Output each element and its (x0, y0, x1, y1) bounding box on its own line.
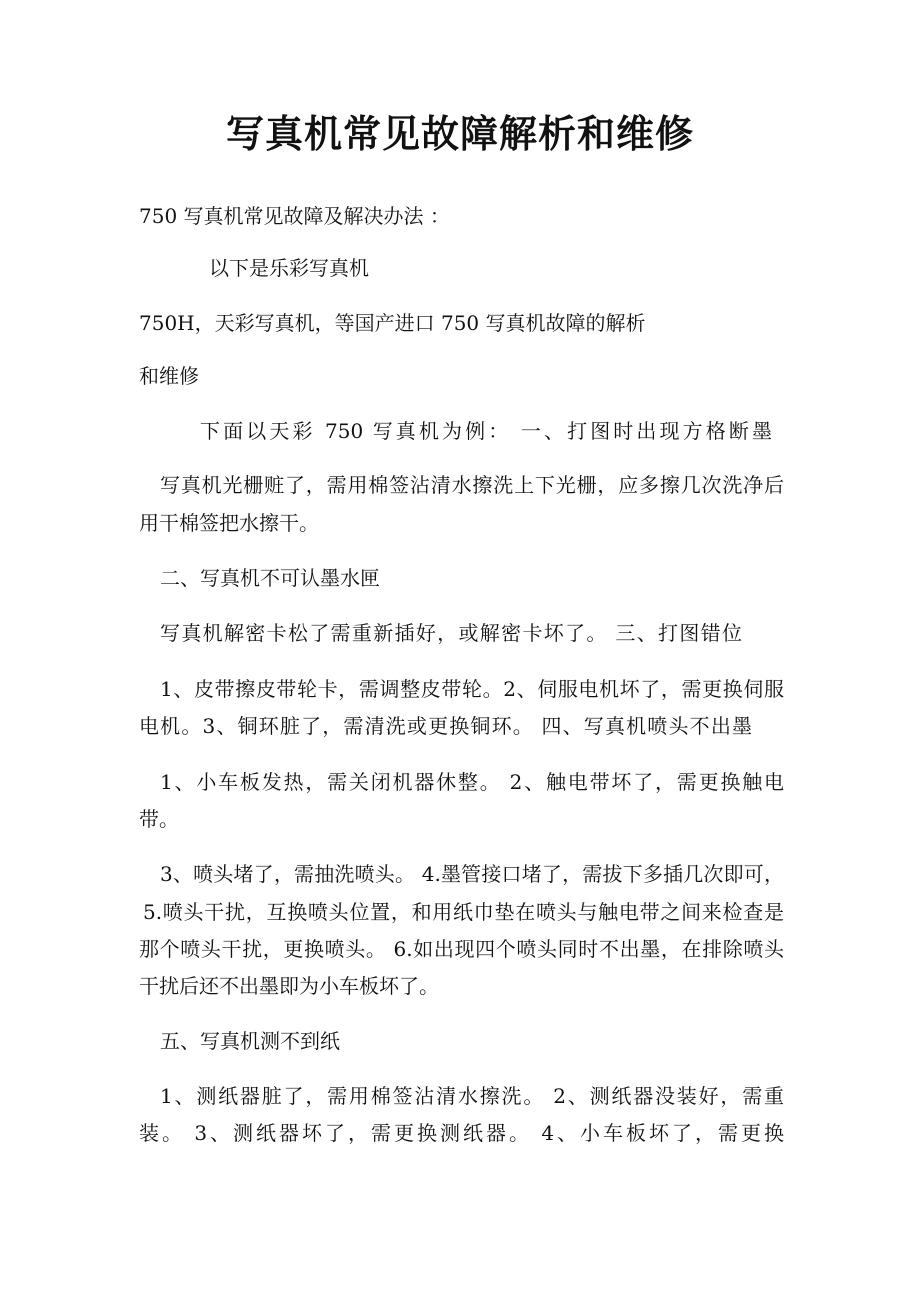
text-line: 用干棉签把水擦干。 (139, 511, 319, 535)
text-line: 那个喷头干扰，更换喷头。 6.如出现四个喷头同时不出墨，在排除喷头 (139, 937, 784, 961)
text-line: 下面以天彩 750 写真机为例： 一、打图时出现方格断墨 (200, 419, 772, 443)
document-title: 写真机常见故障解析和维修 (225, 111, 694, 156)
text-line: 和维修 (139, 364, 199, 388)
text-line: 1、皮带擦皮带轮卡，需调整皮带轮。2、伺服电机坏了，需更换伺服 (160, 677, 784, 701)
text-line: 二、写真机不可认墨水匣 (160, 566, 380, 590)
text-line: 750 写真机常见故障及解决办法 ： (139, 204, 450, 228)
text-line: 装。 3、测纸器坏了，需更换测纸器。 4、小车板坏了，需更换 (139, 1121, 784, 1145)
text-line: 写真机解密卡松了需重新插好，或解密卡坏了。 三、打图错位 (160, 621, 742, 645)
text-line: 750H，天彩写真机，等国产进口 750 写真机故障的解析 (139, 311, 646, 335)
text-line: 1、测纸器脏了，需用棉签沾清水擦洗。 2、测纸器没装好，需重 (160, 1084, 784, 1108)
text-line: 以下是乐彩写真机 (209, 256, 369, 280)
text-line: 电机。3、铜环脏了，需清洗或更换铜环。 四、写真机喷头不出墨 (139, 714, 752, 738)
text-line: 带。 (139, 807, 179, 831)
text-line: 3、喷头堵了，需抽洗喷头。 4.墨管接口堵了，需拔下多插几次即可， (160, 862, 784, 886)
text-line: 1、小车板发热，需关闭机器休整。 2、触电带坏了，需更换触电 (160, 770, 784, 794)
text-line: 5.喷头干扰，互换喷头位置，和用纸巾垫在喷头与触电带之间来检查是 (143, 900, 784, 924)
text-line: 写真机光栅赃了，需用棉签沾清水擦洗上下光栅，应多擦几次洗净后 (160, 473, 784, 497)
text-line: 干扰后还不出墨即为小车板坏了。 (139, 974, 439, 998)
text-line: 五、写真机测不到纸 (160, 1029, 340, 1053)
